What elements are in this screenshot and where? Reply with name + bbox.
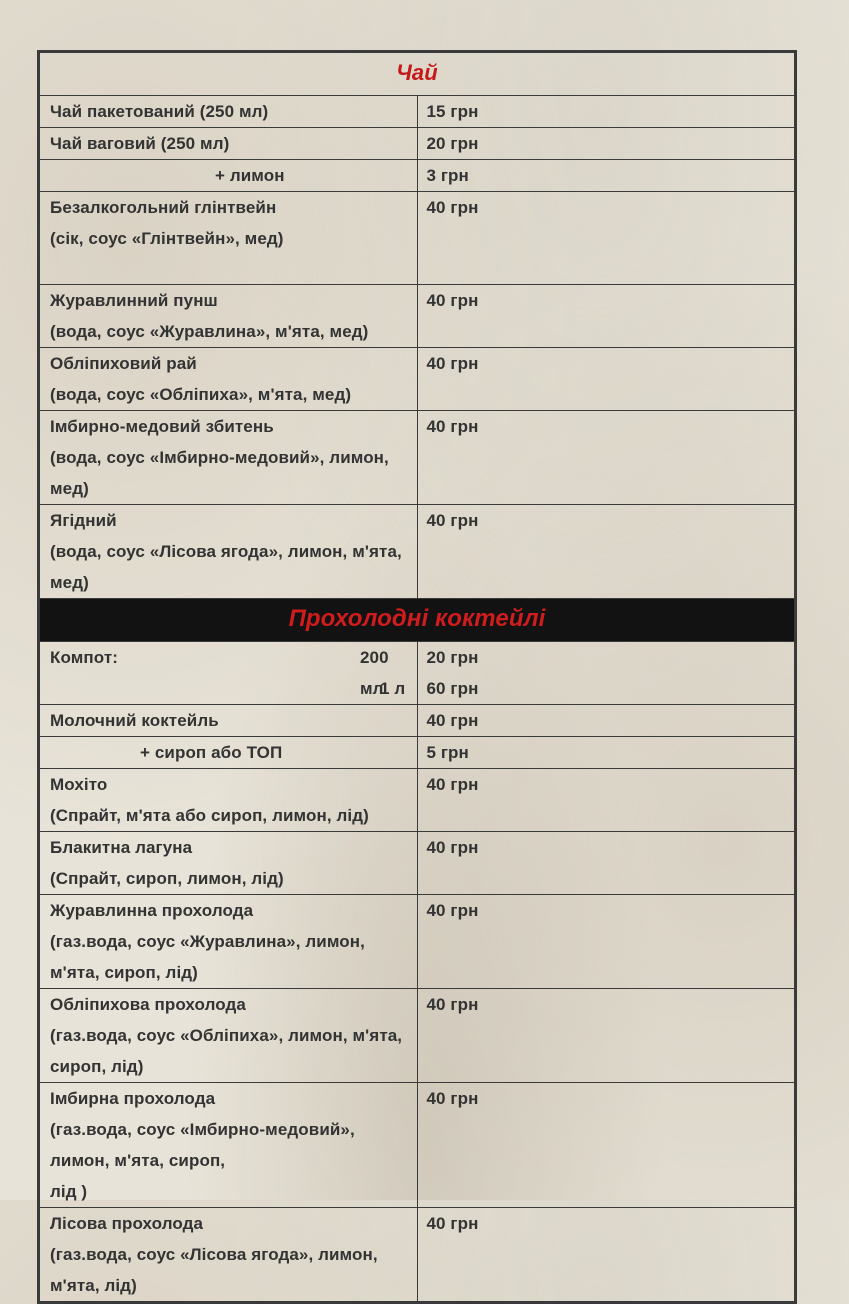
item-name: Мохіто [50, 775, 108, 794]
menu-row [40, 895, 795, 989]
tea-title: Чай [396, 60, 438, 85]
menu-row [40, 128, 795, 160]
compot-cell [40, 642, 418, 705]
item-cell [40, 348, 418, 411]
item-name: Компот: [50, 648, 119, 667]
item-name: Безалкогольний глінтвейн [50, 198, 277, 217]
menu-row [40, 96, 795, 128]
item-price: 40 грн [417, 895, 795, 989]
menu-row [40, 160, 795, 192]
item-desc: (сік, соус «Глінтвейн», мед) [50, 229, 284, 248]
item-name: Журавлинна прохолода [50, 901, 254, 920]
item-desc: (газ.вода, соус «Обліпиха», лимон, м'ята, сироп, лід) [50, 1026, 403, 1076]
item-cell [40, 411, 418, 505]
menu-row [40, 642, 795, 705]
item-name: Імбирно-медовий збитень [50, 417, 274, 436]
item-name: Блакитна лагуна [50, 838, 193, 857]
item-cell [40, 769, 418, 832]
item-name: Чай ваговий (250 мл) [40, 128, 418, 160]
menu-row [40, 348, 795, 411]
menu-row [40, 705, 795, 737]
item-cell [40, 285, 418, 348]
menu-row [40, 832, 795, 895]
item-cell [40, 1083, 418, 1208]
item-name: Лісова прохолода [50, 1214, 204, 1233]
item-name: Імбирна прохолода [50, 1089, 216, 1108]
item-cell [40, 1208, 418, 1302]
item-name: Молочний коктейль [40, 705, 418, 737]
item-price: 40 грн [417, 769, 795, 832]
item-name: Обліпихова прохолода [50, 995, 246, 1014]
item-price: 20 грн [426, 648, 479, 667]
item-desc: (газ.вода, соус «Журавлина», лимон, м'ята, сироп, лід) [50, 932, 365, 982]
item-desc: (газ.вода, соус «Лісова ягода», лимон, м'ята, лід) [50, 1245, 378, 1295]
menu-row [40, 285, 795, 348]
cocktails-section-title [40, 599, 795, 642]
compot-volume: 200 мл [360, 648, 389, 698]
item-desc: (Спрайт, м'ята або сироп, лимон, лід) [50, 806, 369, 825]
item-price: 20 грн [417, 128, 795, 160]
item-name: Журавлинний пунш [50, 291, 218, 310]
item-cell [40, 832, 418, 895]
menu-row [40, 1083, 795, 1208]
item-desc-continued: лід ) [50, 1182, 88, 1201]
item-cell [40, 895, 418, 989]
cocktails-title: Прохолодні коктейлі [288, 605, 546, 632]
item-price: 40 грн [417, 705, 795, 737]
item-name: + лимон [40, 160, 418, 192]
item-price: 40 грн [417, 989, 795, 1083]
menu-row [40, 1208, 795, 1302]
item-name: Ягідний [50, 511, 117, 530]
item-desc: (вода, соус «Імбирно-медовий», лимон, мед) [50, 448, 389, 498]
item-price: 60 грн [426, 679, 479, 698]
item-desc: (вода, соус «Журавлина», м'ята, мед) [50, 322, 369, 341]
menu-row [40, 737, 795, 769]
menu-row [40, 411, 795, 505]
item-price: 5 грн [417, 737, 795, 769]
item-price: 40 грн [417, 348, 795, 411]
item-name: Чай пакетований (250 мл) [40, 96, 418, 128]
menu-row [40, 192, 795, 285]
item-price: 15 грн [417, 96, 795, 128]
item-desc: (газ.вода, соус «Імбирно-медовий», лимон, м'ята, сироп, [50, 1120, 355, 1170]
item-price: 3 грн [417, 160, 795, 192]
item-desc: (Спрайт, сироп, лимон, лід) [50, 869, 284, 888]
item-cell [40, 989, 418, 1083]
item-cell [40, 192, 418, 285]
item-name: + сироп або ТОП [40, 737, 418, 769]
compot-volume: 1 л [380, 679, 406, 698]
item-price: 40 грн [417, 1208, 795, 1302]
drinks-menu [37, 50, 797, 1304]
menu-row [40, 769, 795, 832]
item-cell [40, 505, 418, 599]
item-desc: (вода, соус «Лісова ягода», лимон, м'ята, мед) [50, 542, 402, 592]
menu-row [40, 505, 795, 599]
compot-prices [417, 642, 795, 705]
item-price: 40 грн [417, 832, 795, 895]
menu-table [39, 52, 795, 1302]
item-price: 40 грн [417, 285, 795, 348]
menu-row [40, 989, 795, 1083]
item-desc: (вода, соус «Обліпиха», м'ята, мед) [50, 385, 352, 404]
item-name: Обліпиховий рай [50, 354, 197, 373]
item-price: 40 грн [417, 411, 795, 505]
tea-section-title [40, 53, 795, 96]
item-price: 40 грн [417, 505, 795, 599]
item-price: 40 грн [417, 192, 795, 285]
item-price: 40 грн [417, 1083, 795, 1208]
